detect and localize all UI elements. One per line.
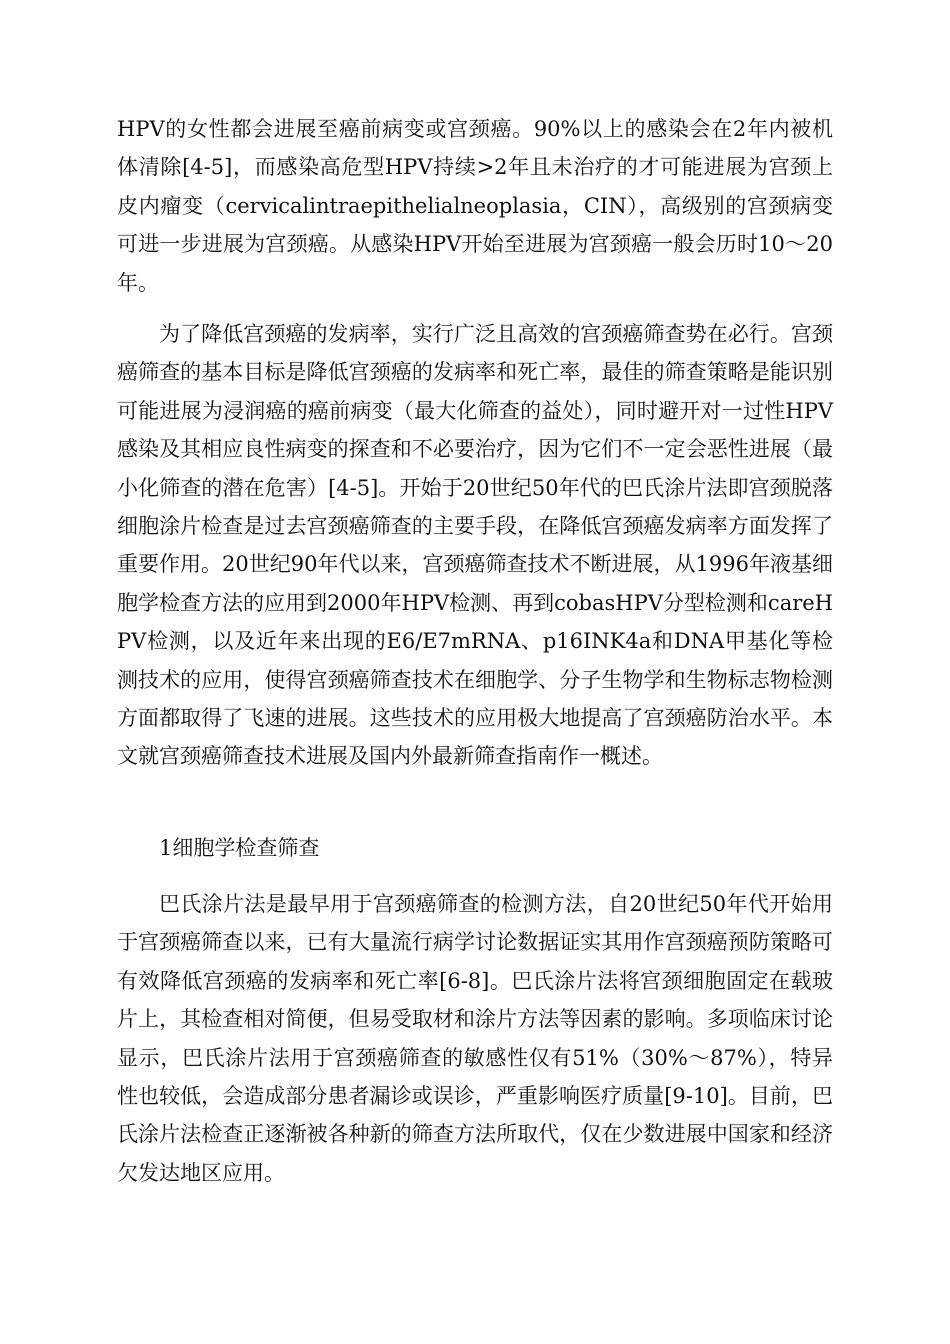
- body-paragraph-1: HPV的女性都会进展至癌前病变或宫颈癌。90%以上的感染会在2年内被机体清除[4-5]，而感染高危型HPV持续>2年且未治疗的才可能进展为宫颈上皮内瘤变（cervicalintraepithelialneoplasia，CIN），高级别的宫颈病变可进一步进展为宫颈癌。从感染HPV开始至进展为宫颈癌一般会历时10～20年。: [117, 117, 833, 295]
- section-heading: 1细胞学检查筛查: [159, 836, 320, 860]
- body-paragraph-2: 为了降低宫颈癌的发病率，实行广泛且高效的宫颈癌筛查势在必行。宫颈癌筛查的基本目标是降低宫颈癌的发病率和死亡率，最佳的筛查策略是能识别可能进展为浸润癌的癌前病变（最大化筛查的益处），同时避开对一过性HPV感染及其相应良性病变的探查和不必要治疗，因为它们不一定会恶性进展（最小化筛查的潜在危害）[4-5]。开始于20世纪50年代的巴氏涂片法即宫颈脱落细胞涂片检查是过去宫颈癌筛查的主要手段，在降低宫颈癌发病率方面发挥了重要作用。20世纪90年代以来，宫颈癌筛查技术不断进展，从1996年液基细胞学检查方法的应用到2000年HPV检测、再到cobasHPV分型检测和careHPV检测，以及近年来出现的E6/E7mRNA、p16INK4a和DNA甲基化等检测技术的应用，使得宫颈癌筛查技术在细胞学、分子生物学和生物标志物检测方面都取得了飞速的进展。这些技术的应用极大地提高了宫颈癌防治水平。本文就宫颈癌筛查技术进展及国内外最新筛查指南作一概述。: [117, 322, 833, 769]
- body-paragraph-3: 巴氏涂片法是最早用于宫颈癌筛查的检测方法，自20世纪50年代开始用于宫颈癌筛查以来，已有大量流行病学讨论数据证实其用作宫颈癌预防策略可有效降低宫颈癌的发病率和死亡率[6-8]。巴氏涂片法将宫颈细胞固定在载玻片上，其检查相对简便，但易受取材和涂片方法等因素的影响。多项临床讨论显示，巴氏涂片法用于宫颈癌筛查的敏感性仅有51%（30%～87%），特异性也较低，会造成部分患者漏诊或误诊，严重影响医疗质量[9-10]。目前，巴氏涂片法检查正逐渐被各种新的筛查方法所取代，仅在少数进展中国家和经济欠发达地区应用。: [117, 892, 833, 1185]
